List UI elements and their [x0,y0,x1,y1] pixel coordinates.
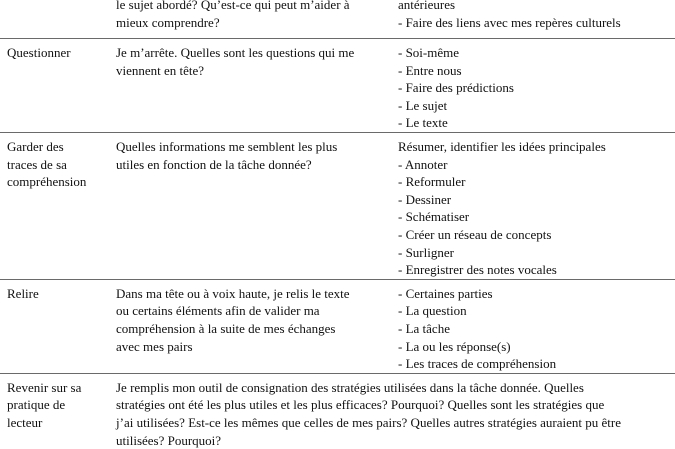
table-row [0,132,675,279]
strategy-label-cell [0,132,108,279]
strategy-item: - Dessiner [398,191,673,209]
strategy-item: - Certaines parties [398,285,673,303]
strategy-item: - Surligner [398,244,673,262]
strategy-item: - Le texte [398,114,673,132]
strategy-item: - Faire des liens avec mes repères culturels [398,14,673,32]
strategy-item: - Annoter [398,156,673,174]
strategy-label: Revenir sur sa [7,379,104,397]
reflection-line: stratégies ont été les plus utiles et les plus efficaces? Pourquoi? Quelles sont les stratégies que [116,396,671,414]
reflection-line: utilisées? Pourquoi? [116,432,671,449]
guiding-question-cell [108,0,391,39]
strategy-item: - Entre nous [398,62,673,80]
table-row [0,39,675,133]
reflection-merged-cell [108,373,675,449]
strategy-item: - Les traces de compréhension [398,355,673,373]
strategy-item: - Faire des prédictions [398,79,673,97]
strategy-label: pratique de [7,396,104,414]
strategy-list-cell [391,132,675,279]
strategy-list-cell [391,0,675,39]
question-line: le sujet abordé? Qu’est-ce qui peut m’aider à [116,0,387,14]
strategy-item: - La question [398,302,673,320]
table-row [0,373,675,449]
strategy-label-cell [0,279,108,373]
strategy-label-cell [0,39,108,133]
strategy-label: compréhension [7,173,104,191]
strategy-item: - Reformuler [398,173,673,191]
strategy-item: Résumer, identifier les idées principales [398,138,673,156]
table-row [0,279,675,373]
question-line: Dans ma tête ou à voix haute, je relis le texte [116,285,387,303]
guiding-question-cell [108,279,391,373]
strategy-label: Questionner [7,44,104,62]
question-line: avec mes pairs [116,338,387,356]
strategy-item: - Schématiser [398,208,673,226]
strategy-label: Relire [7,285,104,303]
strategy-list-cell [391,39,675,133]
question-line: Quelles informations me semblent les plus [116,138,387,156]
strategy-label: lecteur [7,414,104,432]
strategy-label-cell [0,373,108,449]
strategy-item: - Créer un réseau de concepts [398,226,673,244]
strategy-item: - La tâche [398,320,673,338]
question-line: mieux comprendre? [116,14,387,32]
guiding-question-cell [108,39,391,133]
strategy-list-cell [391,279,675,373]
strategy-item: - La ou les réponse(s) [398,338,673,356]
table-row [0,0,675,39]
strategy-label-cell [0,0,108,39]
strategy-label: traces de sa [7,156,104,174]
reflection-line: Je remplis mon outil de consignation des stratégies utilisées dans la tâche donnée. Quelles [116,379,671,397]
reflection-line: j’ai utilisées? Est-ce les mêmes que celles de mes pairs? Quelles autres stratégies auraient pu être [116,414,671,432]
question-line: viennent en tête? [116,62,387,80]
strategy-item: antérieures [398,0,673,14]
question-line: Je m’arrête. Quelles sont les questions qui me [116,44,387,62]
question-line: ou certains éléments afin de valider ma [116,302,387,320]
question-line: utiles en fonction de la tâche donnée? [116,156,387,174]
guiding-question-cell [108,132,391,279]
strategy-item: - Enregistrer des notes vocales [398,261,673,279]
strategy-item: - Soi-même [398,44,673,62]
strategy-item: - Le sujet [398,97,673,115]
question-line: compréhension à la suite de mes échanges [116,320,387,338]
strategy-label: Garder des [7,138,104,156]
